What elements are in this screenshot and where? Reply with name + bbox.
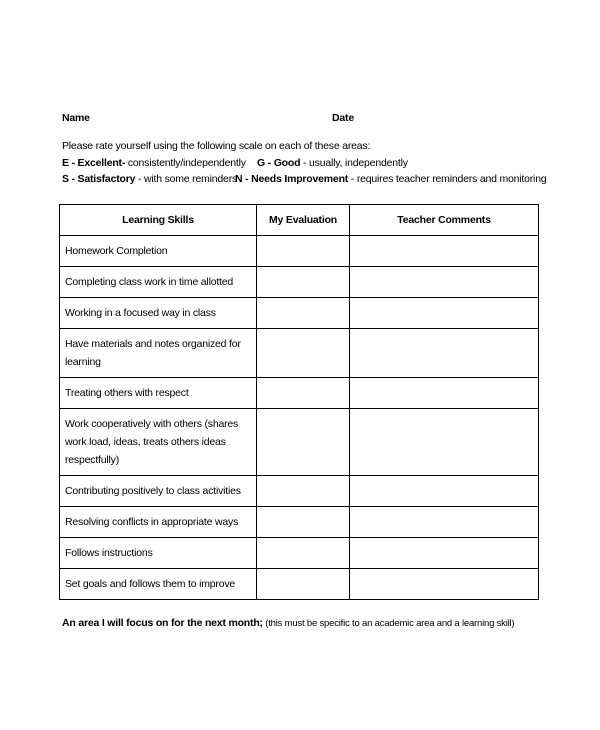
my-evaluation-cell[interactable]	[257, 409, 350, 476]
teacher-comments-cell[interactable]	[350, 569, 539, 600]
learning-skills-table	[59, 204, 539, 600]
skill-cell: Have materials and notes organized for learning	[60, 329, 257, 378]
teacher-comments-cell[interactable]	[350, 538, 539, 569]
scale-good: G - Good - usually, independently	[257, 157, 408, 169]
my-evaluation-cell[interactable]	[257, 298, 350, 329]
teacher-comments-cell[interactable]	[350, 236, 539, 267]
skill-cell: Homework Completion	[60, 236, 257, 267]
table-row	[60, 298, 539, 329]
scale-excellent: E - Excellent- consistently/independently	[62, 157, 246, 169]
table-row	[60, 409, 539, 476]
skill-cell: Set goals and follows them to improve	[60, 569, 257, 600]
table-row	[60, 476, 539, 507]
table-row	[60, 569, 539, 600]
table-row	[60, 267, 539, 298]
my-evaluation-cell[interactable]	[257, 538, 350, 569]
teacher-comments-cell[interactable]	[350, 409, 539, 476]
my-evaluation-cell[interactable]	[257, 267, 350, 298]
table-row	[60, 378, 539, 409]
skill-cell: Completing class work in time allotted	[60, 267, 257, 298]
my-evaluation-cell[interactable]	[257, 378, 350, 409]
skill-cell: Follows instructions	[60, 538, 257, 569]
teacher-comments-cell[interactable]	[350, 378, 539, 409]
teacher-comments-cell[interactable]	[350, 298, 539, 329]
my-evaluation-cell[interactable]	[257, 569, 350, 600]
skill-cell: Resolving conflicts in appropriate ways	[60, 507, 257, 538]
header-my-evaluation: My Evaluation	[257, 205, 350, 236]
name-label: Name	[62, 112, 90, 124]
my-evaluation-cell[interactable]	[257, 476, 350, 507]
scale-satisfactory: S - Satisfactory - with some reminders	[62, 173, 238, 185]
header-teacher-comments: Teacher Comments	[350, 205, 539, 236]
header-learning-skills: Learning Skills	[60, 205, 257, 236]
teacher-comments-cell[interactable]	[350, 476, 539, 507]
skill-cell: Contributing positively to class activities	[60, 476, 257, 507]
table-row	[60, 507, 539, 538]
teacher-comments-cell[interactable]	[350, 329, 539, 378]
table-row	[60, 538, 539, 569]
instructions: Please rate yourself using the following scale on each of these areas:	[62, 140, 371, 152]
scale-needs-improvement: N - Needs Improvement - requires teacher reminders and monitoring	[235, 173, 547, 185]
teacher-comments-cell[interactable]	[350, 267, 539, 298]
teacher-comments-cell[interactable]	[350, 507, 539, 538]
table-row	[60, 236, 539, 267]
skill-cell: Working in a focused way in class	[60, 298, 257, 329]
my-evaluation-cell[interactable]	[257, 329, 350, 378]
my-evaluation-cell[interactable]	[257, 236, 350, 267]
skill-cell: Treating others with respect	[60, 378, 257, 409]
date-label: Date	[332, 112, 354, 124]
my-evaluation-cell[interactable]	[257, 507, 350, 538]
skill-cell: Work cooperatively with others (shares work load, ideas, treats others ideas respectfully)	[60, 409, 257, 476]
focus-area-prompt: An area I will focus on for the next month; (this must be specific to an academic area and a learning skill)	[62, 617, 515, 629]
table-row	[60, 329, 539, 378]
